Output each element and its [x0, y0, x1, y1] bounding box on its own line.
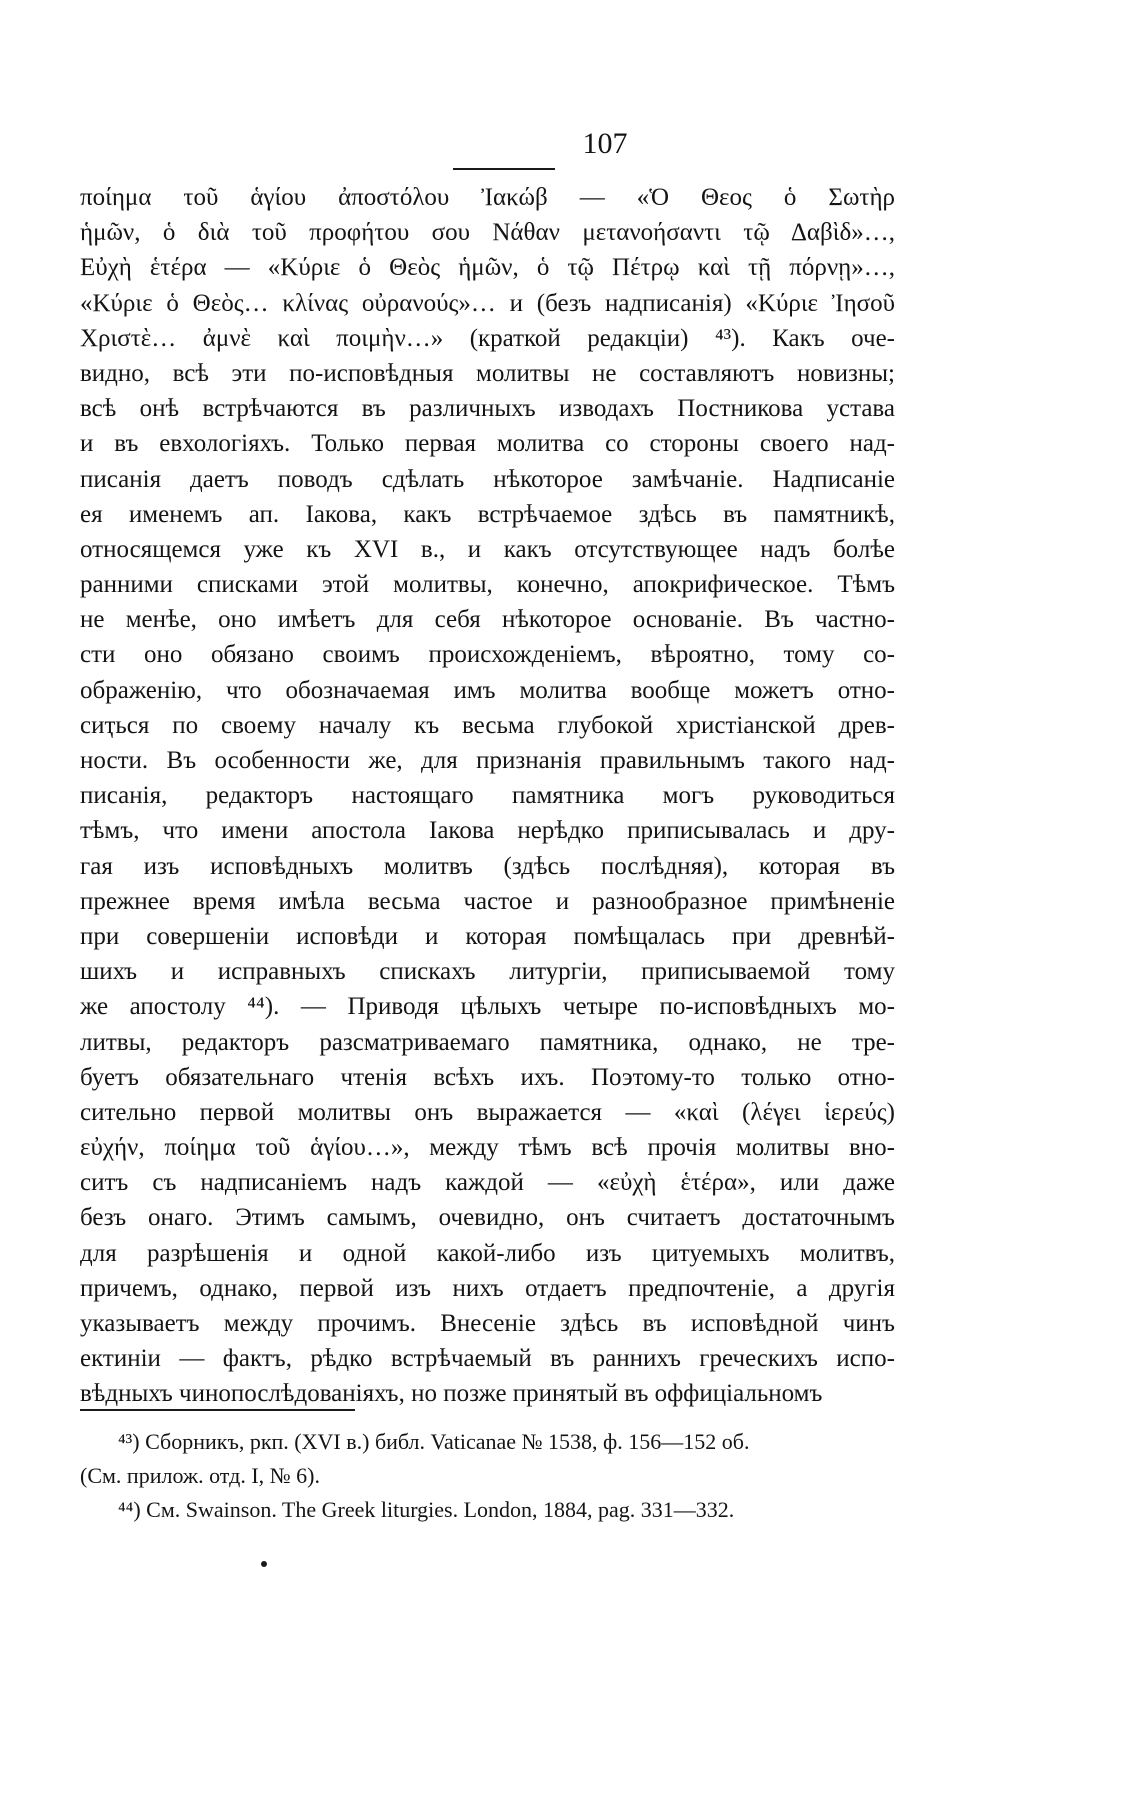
- body-line: ситъ съ надписаніемъ надъ каждой — «εὐχὴ ἑτέρα», или даже: [80, 1169, 895, 1197]
- body-line: ἡμῶν, ὁ διὰ τοῦ προφήτου σου Νάθαν μετανοήσαντι τῷ Δαβὶδ»…,: [80, 219, 895, 247]
- footnote-44: ⁴⁴) См. Swainson. The Greek liturgies. London, 1884, pag. 331—332.: [118, 1497, 735, 1522]
- body-line: тѣмъ, что имени апостола Іакова нерѣдко приписывалась и дру-: [80, 817, 895, 845]
- body-line: не менѣе, оно имѣетъ для себя нѣкоторое основаніе. Въ частно-: [80, 606, 895, 634]
- body-line: шихъ и исправныхъ спискахъ литургіи, приписываемой тому: [80, 958, 895, 986]
- body-line: безъ онаго. Этимъ самымъ, очевидно, онъ считаетъ достаточнымъ: [80, 1204, 895, 1232]
- body-line: ности. Въ особенности же, для признанія правильнымъ такого над-: [80, 747, 895, 774]
- body-line: сительно первой молитвы онъ выражается — «καὶ (λέγει ἱερεύς): [80, 1098, 895, 1126]
- body-line: гая изъ исповѣдныхъ молитвъ (здѣсь послѣдняя), которая въ: [80, 852, 895, 880]
- body-line: всѣ онѣ встрѣчаются въ различныхъ изводахъ Постникова устава: [80, 395, 895, 423]
- body-line: вѣдныхъ чинопослѣдованіяхъ, но позже принятый въ оффиціальномъ: [80, 1380, 823, 1408]
- body-line: писанія, редакторъ настоящаго памятника могъ руководиться: [80, 782, 895, 810]
- body-line: относящемся уже къ XVI в., и какъ отсутствующее надъ болѣе: [80, 535, 895, 563]
- body-line: для разрѣшенія и одной какой-либо изъ цитуемыхъ молитвъ,: [80, 1239, 895, 1267]
- body-line: ранними списками этой молитвы, конечно, апокрифическое. Тѣмъ: [80, 571, 895, 599]
- body-line: «Κύριε ὁ Θεὸς… κλίνας οὐρανούς»… и (безъ надписанія) «Κύριε Ἰησοῦ: [80, 289, 895, 317]
- footnotes: [80, 1425, 895, 1527]
- body-line: при совершеніи исповѣди и которая помѣщалась при древнѣй-: [80, 922, 895, 950]
- body-line: Εὐχὴ ἑτέρα — «Κύριε ὁ Θεὸς ἡμῶν, ὁ τῷ Πέτρῳ καὶ τῇ πόρνῃ»…,: [80, 254, 895, 282]
- body-line: прежнее время имѣла весьма частое и разнообразное примѣненіе: [80, 887, 895, 915]
- body-line: же апостолу ⁴⁴). — Приводя цѣлыхъ четыре по-исповѣдныхъ мо-: [80, 993, 895, 1021]
- footnote-43-continuation: (См. прилож. отд. I, № 6).: [80, 1463, 320, 1488]
- page-number-underline: [453, 168, 555, 170]
- body-line: и въ евхологіяхъ. Только первая молитва со стороны своего над-: [80, 430, 895, 458]
- body-line: ея именемъ ап. Іакова, какъ встрѣчаемое здѣсь въ памятникѣ,: [80, 500, 895, 528]
- body-line: буетъ обязательнаго чтенія всѣхъ ихъ. Поэтому-то только отно-: [80, 1063, 895, 1091]
- footnote-43: ⁴³) Сборникъ, ркп. (XVI в.) библ. Vaticanae № 1538, ф. 156—152 об.: [118, 1429, 750, 1454]
- body-line: сти оно обязано своимъ происхожденіемъ, вѣроятно, тому со-: [80, 641, 895, 669]
- body-line: ображенію, что обозначаемая имъ молитва вообще можетъ отно-: [80, 676, 895, 704]
- ink-speck: [261, 1561, 267, 1567]
- body-line: литвы, редакторъ разсматриваемаго памятника, однако, не тре-: [80, 1028, 895, 1056]
- body-line: указываетъ между прочимъ. Внесеніе здѣсь въ исповѣдной чинъ: [80, 1310, 895, 1337]
- body-line: ποίημα τοῦ ἁγίου ἀποστόλου Ἰακώβ — «Ὁ Θεος ὁ Σωτὴρ: [80, 184, 895, 211]
- body-line: ектиніи — фактъ, рѣдко встрѣчаемый въ раннихъ греческихъ испо-: [80, 1345, 895, 1373]
- body-line: сиҭься по своему началу къ весьма глубокой христіанской древ-: [80, 711, 895, 739]
- footnote-separator: [80, 1409, 355, 1411]
- body-line: причемъ, однако, первой изъ нихъ отдаетъ предпочтеніе, а другія: [80, 1274, 895, 1302]
- body-line: εὐχήν, ποίημα τοῦ ἁγίου…», между тѣмъ всѣ прочія молитвы вно-: [80, 1134, 895, 1162]
- body-line: Χριστὲ… ἀμνὲ καὶ ποιμὴν…» (краткой редакціи) ⁴³). Какъ оче-: [80, 324, 895, 352]
- body-line: писанія даетъ поводъ сдѣлать нѣкоторое замѣчаніе. Надписаніе: [80, 465, 895, 493]
- body-line: видно, всѣ эти по-исповѣдныя молитвы не составляютъ новизны;: [80, 359, 895, 387]
- body-text: [80, 180, 895, 1412]
- page-number: 107: [582, 127, 628, 160]
